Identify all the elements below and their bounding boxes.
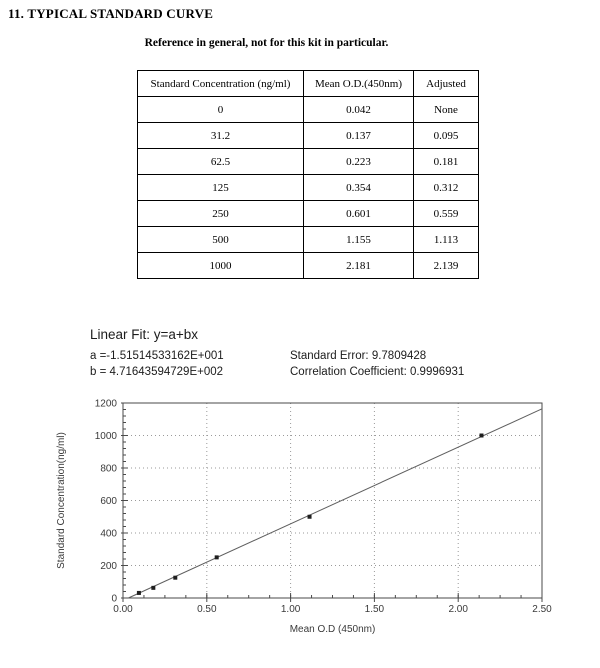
table-row [138, 227, 479, 253]
x-tick-label: 2.50 [532, 604, 552, 615]
data-point [151, 586, 155, 590]
y-tick-label: 1200 [94, 398, 117, 410]
reference-note: Reference in general, not for this kit in particular. [144, 37, 389, 49]
data-point [308, 515, 312, 519]
col-header-adjusted: Adjusted [414, 71, 479, 97]
table-cell: 2.139 [414, 253, 479, 279]
table-cell: 125 [138, 175, 304, 201]
y-tick-label: 200 [100, 561, 117, 572]
table-cell: None [414, 97, 479, 123]
fit-standard-error: Standard Error: 9.7809428 [290, 350, 427, 362]
table-cell: 1.155 [304, 227, 414, 253]
y-tick-label: 0 [111, 593, 117, 605]
table-cell: 0.312 [414, 175, 479, 201]
data-point [173, 576, 177, 580]
table-row [138, 201, 479, 227]
table-cell: 0.095 [414, 123, 479, 149]
table-row [138, 149, 479, 175]
table-cell: 62.5 [138, 149, 304, 175]
table-row [138, 253, 479, 279]
standard-curve-chart [0, 385, 600, 668]
col-header-concentration: Standard Concentration (ng/ml) [138, 71, 304, 97]
fit-coefficient-a: a =-1.51514533162E+001 [90, 350, 224, 362]
fit-coefficient-b: b = 4.71643594729E+002 [90, 366, 224, 378]
data-point [479, 434, 483, 438]
linear-fit-block [90, 327, 464, 380]
table-cell: 250 [138, 201, 304, 227]
linear-fit-heading: Linear Fit: y=a+bx [90, 327, 199, 342]
fit-correlation-coefficient: Correlation Coefficient: 0.9996931 [290, 366, 465, 378]
standards-table-head [138, 71, 479, 97]
standards-table-body [138, 97, 479, 279]
x-tick-label: 0.00 [113, 604, 133, 615]
x-tick-label: 0.50 [197, 604, 217, 615]
data-point [137, 591, 141, 595]
table-cell: 1.113 [414, 227, 479, 253]
y-tick-label: 400 [100, 528, 117, 540]
table-row [138, 123, 479, 149]
table-row [138, 97, 479, 123]
y-tick-label: 600 [100, 496, 117, 507]
table-cell: 0.354 [304, 175, 414, 201]
table-cell: 500 [138, 227, 304, 253]
data-point [215, 555, 219, 559]
table-cell: 2.181 [304, 253, 414, 279]
x-tick-label: 1.50 [364, 604, 385, 615]
table-cell: 0.181 [414, 149, 479, 175]
table-cell: 0.601 [304, 201, 414, 227]
table-cell: 31.2 [138, 123, 304, 149]
y-tick-label: 1000 [94, 431, 117, 442]
x-tick-label: 2.00 [448, 604, 468, 615]
x-tick-label: 1.00 [280, 604, 301, 615]
table-cell: 0.042 [304, 97, 414, 123]
section-title: 11. TYPICAL STANDARD CURVE [8, 6, 214, 21]
y-axis-label: Standard Concentration(ng/ml) [56, 432, 67, 569]
table-row [138, 175, 479, 201]
standards-table [137, 70, 479, 279]
table-cell: 0 [138, 97, 304, 123]
table-cell: 0.137 [304, 123, 414, 149]
y-tick-label: 800 [100, 463, 117, 475]
x-axis-label: Mean O.D (450nm) [289, 624, 376, 635]
col-header-mean-od: Mean O.D.(450nm) [304, 71, 414, 97]
table-cell: 0.559 [414, 201, 479, 227]
table-header-row [138, 71, 479, 97]
table-cell: 0.223 [304, 149, 414, 175]
table-cell: 1000 [138, 253, 304, 279]
